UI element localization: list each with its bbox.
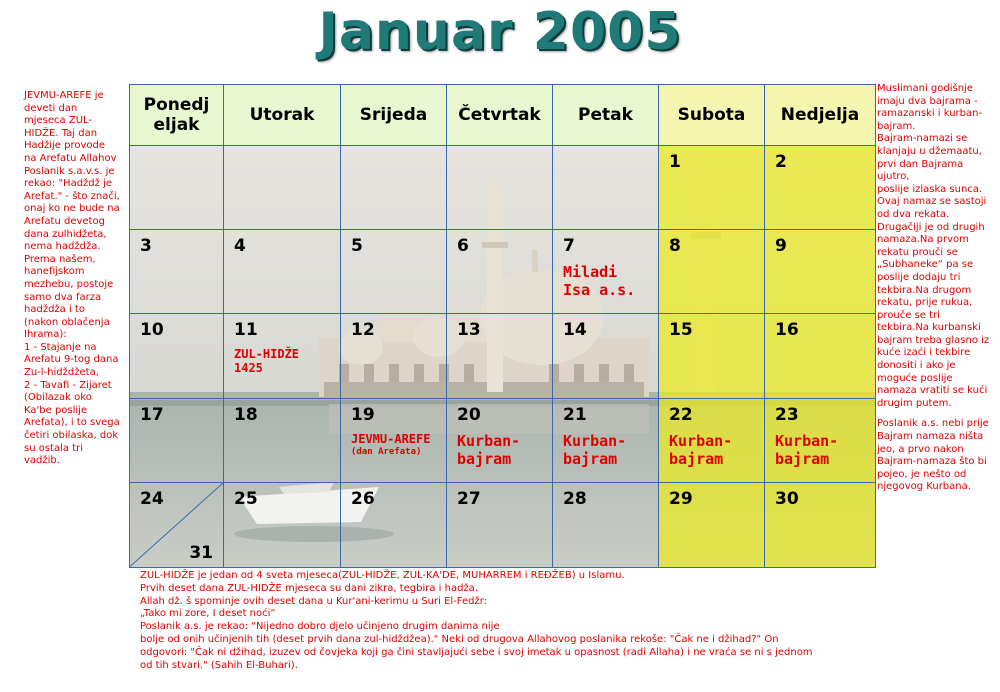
day-number: 27: [457, 489, 481, 510]
day-cell-25[interactable]: [224, 483, 341, 568]
bottom-note-line: Allah dž. š spominje ovih deset dana u Kur'ani-kerimu u Suri El-Fedžr:: [140, 595, 488, 607]
day-cell-21[interactable]: [553, 398, 659, 482]
day-cell-27[interactable]: [447, 483, 553, 568]
left-note-p3: 1 - Stajanje na Arefatu 9-tog dana Zu-l-hidždžeta,: [24, 341, 119, 379]
day-number: 5: [351, 235, 363, 256]
day-number: 26: [351, 489, 375, 510]
day-number: 30: [775, 489, 799, 510]
event-zul-hidze: ZUL-HIDŽE 1425: [234, 347, 300, 376]
day-cell-20[interactable]: [447, 398, 553, 482]
weekday-wednesday: Srijeda: [341, 85, 447, 146]
event-jevmu-arefe-sub: (dan Arefata): [351, 446, 422, 457]
day-number-31: 31: [189, 543, 213, 563]
day-number: 24: [140, 489, 164, 510]
week-row-4: [130, 398, 876, 482]
calendar-grid: [129, 84, 876, 568]
day-cell-17[interactable]: [130, 398, 224, 482]
right-note-bajram: [877, 83, 995, 494]
weekday-friday: Petak: [553, 85, 659, 146]
day-number: 18: [234, 404, 258, 425]
day-number: 8: [669, 235, 681, 256]
bottom-note-line: Poslanik a.s. je rekao: "Nijedno dobro djelo učinjeno drugim danima nije: [140, 621, 500, 633]
bottom-note-zul-hidze: [140, 570, 870, 672]
day-cell-19[interactable]: [341, 398, 447, 482]
left-note-p4: 2 - Tavafi - Zijaret (Obilazak oko Ka'be poslije Arefata), i to svega četiri obilaska, dok su ostala tri vadžib.: [24, 379, 120, 467]
day-cell-2[interactable]: [765, 145, 876, 229]
event-kurban-bajram: Kurban-bajram: [457, 431, 521, 468]
day-cell-1[interactable]: [659, 145, 765, 229]
event-kurban-bajram: Kurban-bajram: [775, 431, 839, 468]
day-cell-3[interactable]: [130, 229, 224, 313]
right-note-p1: Muslimani godišnje imaju dva bajrama - ramazanski i kurban-bajram.: [877, 83, 983, 132]
day-number: 13: [457, 320, 481, 341]
left-note-p1: JEVMU-AREFE je deveti dan mjeseca ZUL-HIDŽE. Taj dan Hadžije provode na Arefatu Allahov Poslanik s.a.v.s. je rekao: "Hadždž je Arefat." - što znači, onaj ko ne bude na Arefatu devetog dana zulhidžeta, nema hadždža.: [24, 90, 120, 253]
day-number: 1: [669, 151, 681, 172]
weekday-monday: Ponedj eljak: [130, 85, 224, 146]
day-number: 16: [775, 320, 799, 341]
day-number: 21: [563, 404, 587, 425]
day-number: 12: [351, 320, 375, 341]
weekday-tuesday: Utorak: [224, 85, 341, 146]
week-row-2: [130, 229, 876, 313]
right-note-p2: Bajram-namazi se klanjaju u džemaatu, prvi dan Bajrama ujutro,: [877, 133, 982, 183]
weekday-sunday: Nedjelja: [765, 85, 876, 146]
day-cell-10[interactable]: [130, 314, 224, 398]
day-cell-14[interactable]: [553, 314, 659, 398]
week-row-1: [130, 145, 876, 229]
day-cell-30[interactable]: [765, 483, 876, 568]
day-number: 4: [234, 235, 246, 256]
day-cell-empty: [447, 145, 553, 229]
day-number: 28: [563, 489, 587, 510]
day-cell-18[interactable]: [224, 398, 341, 482]
day-cell-22[interactable]: [659, 398, 765, 482]
day-number: 22: [669, 404, 693, 425]
day-cell-12[interactable]: [341, 314, 447, 398]
event-jevmu-arefe: [351, 432, 441, 458]
day-cell-empty: [553, 145, 659, 229]
weekday-header-row: [130, 85, 876, 146]
day-cell-empty: [130, 145, 224, 229]
day-cell-29[interactable]: [659, 483, 765, 568]
day-number: 20: [457, 404, 481, 425]
day-cell-13[interactable]: [447, 314, 553, 398]
day-cell-empty: [224, 145, 341, 229]
day-number: 15: [669, 320, 693, 341]
day-number: 6: [457, 235, 469, 256]
day-cell-9[interactable]: [765, 229, 876, 313]
day-number: 9: [775, 235, 787, 256]
day-cell-23[interactable]: [765, 398, 876, 482]
weekday-thursday: Četvrtak: [447, 85, 553, 146]
bottom-note-line: bolje od onih učinjenih tih (deset prvih dana zul-hidždžea)." Neki od drugova Allahovog poslanika rekoše: "Čak ne i džihad?" On: [140, 633, 779, 645]
day-cell-28[interactable]: [553, 483, 659, 568]
day-number: 2: [775, 151, 787, 172]
day-cell-24-31[interactable]: [130, 483, 224, 568]
day-cell-5[interactable]: [341, 229, 447, 313]
right-note-p4: Poslanik a.s. nebi prije Bajram namaza ništa jeo, a prvo nakon Bajram-namaza što bi pojeo, je nešto od njegovog Kurbana.: [877, 418, 989, 493]
bottom-note-line: od tih stvari." (Sahih El-Buhari).: [140, 659, 298, 671]
day-number: 19: [351, 404, 375, 425]
week-row-5: [130, 483, 876, 568]
weekday-saturday: Subota: [659, 85, 765, 146]
day-number: 25: [234, 489, 258, 510]
event-jevmu-arefe-label: JEVMU-AREFE: [351, 431, 431, 446]
bottom-note-line: ZUL-HIDŽE je jedan od 4 sveta mjeseca(ZUL-HIDŽE, ZUL-KA'DE, MUHARREM i REĐŽEB) u Islamu.: [140, 570, 625, 581]
day-cell-16[interactable]: [765, 314, 876, 398]
bottom-note-line: „Tako mi zore, I deset noći“: [140, 608, 276, 620]
calendar: [129, 84, 875, 568]
right-note-p3: poslije izlaska sunca. Ovaj namaz se sastoji od dva rekata. Drugačiji je od drugih namaza.Na prvom rekatu prouči se „Subhaneke“ pa se poslije dodaju tri tekbira.Na drugom rekatu, prije rukua, prouče se tri tekbira.Na kurbanski bajram treba glasno iz kuće izaći i tekbire donositi i ako je moguće poslije namaza vratiti se kući drugim putem.: [877, 183, 990, 409]
left-note-arefat: [24, 90, 120, 468]
page-title: Januar 2005: [318, 2, 682, 62]
left-note-p2: Prema našem, hanefijskom mezhebu, postoje samo dva farza hadždža i to (nakon oblačenja Ihrama):: [24, 253, 114, 341]
event-kurban-bajram: Kurban-bajram: [669, 431, 733, 468]
day-cell-11[interactable]: [224, 314, 341, 398]
day-cell-4[interactable]: [224, 229, 341, 313]
day-number: 29: [669, 489, 693, 510]
day-number: 23: [775, 404, 799, 425]
day-cell-empty: [341, 145, 447, 229]
day-cell-7[interactable]: [553, 229, 659, 313]
day-number: 14: [563, 320, 587, 341]
day-number: 17: [140, 404, 164, 425]
day-number: 11: [234, 320, 258, 341]
day-number: 3: [140, 235, 152, 256]
day-cell-6[interactable]: [447, 229, 553, 313]
day-number: 7: [563, 235, 575, 256]
day-cell-8[interactable]: [659, 229, 765, 313]
event-kurban-bajram: Kurban-bajram: [563, 431, 627, 468]
day-cell-26[interactable]: [341, 483, 447, 568]
bottom-note-line: Prvih deset dana ZUL-HIDŽE mjeseca su dani zikra, tegbira i hadža.: [140, 582, 478, 594]
day-number: 10: [140, 320, 164, 341]
event-miladi-isa: Miladi Isa a.s.: [563, 262, 636, 299]
week-row-3: [130, 314, 876, 398]
day-cell-15[interactable]: [659, 314, 765, 398]
bottom-note-line: odgovori: "Čak ni džihad, izuzev od čovjeka koji ga čini stavljajući sebe i svoj imetak u opasnost (radi Allaha) i ne vraća se ni s jednom: [140, 646, 813, 658]
